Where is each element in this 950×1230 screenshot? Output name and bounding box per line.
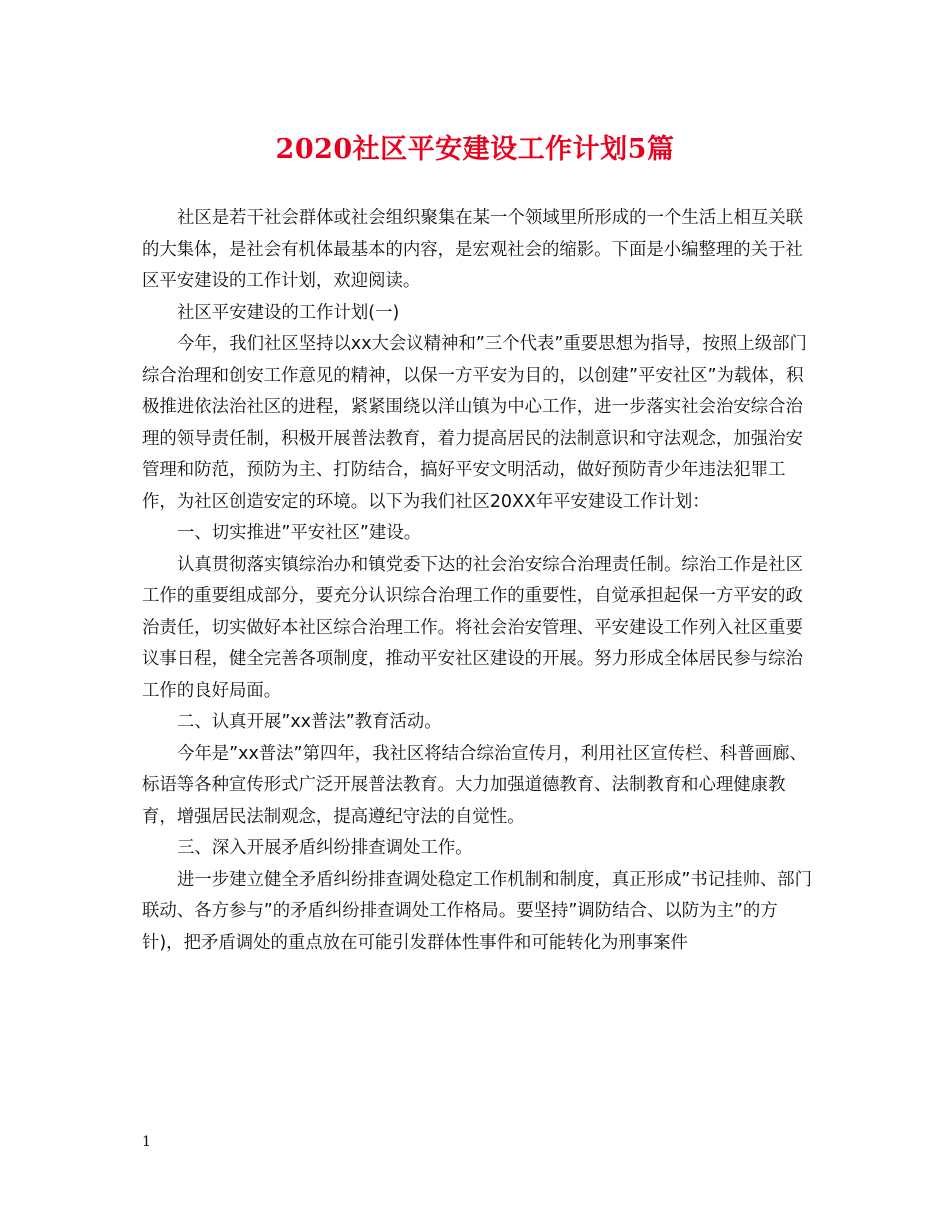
paragraph-section-3: 进一步建立健全矛盾纠纷排查调处稳定工作机制和制度，真正形成”书记挂帅、部门联动、各方参与”的矛盾纠纷排查调处工作格局。要坚持”调防结合、以防为主”的方针)，把矛盾调处的重点放在可能引发群体性事件和可能转化为刑事案件 bbox=[142, 869, 813, 953]
page-number: 1 bbox=[142, 1134, 151, 1150]
section-heading-2: 二、认真开展”xx普法”教育活动。 bbox=[177, 712, 442, 732]
paragraph-intro: 社区是若干社会群体或社会组织聚集在某一个领域里所形成的一个生活上相互关联的大集体，是社会有机体最基本的内容，是宏观社会的缩影。下面是小编整理的关于社区平安建设的工作计划，欢迎阅读。 bbox=[142, 208, 804, 291]
document-title: 2020社区平安建设工作计划5篇 bbox=[275, 134, 675, 165]
paragraph-section-1: 认真贯彻落实镇综治办和镇党委下达的社会治安综合治理责任制。综治工作是社区工作的重要组成部分，要充分认识综合治理工作的重要性，自觉承担起保一方平安的政治责任，切实做好本社区综合治理工作。将社会治安管理、平安建设工作列入社区重要议事日程，健全完善各项制度，推动平安社区建设的开展。努力形成全体居民参与综治工作的良好局面。 bbox=[142, 554, 804, 701]
paragraph-section-2: 今年是”xx普法”第四年，我社区将结合综治宣传月，利用社区宣传栏、科普画廊、标语等各种宣传形式广泛开展普法教育。大力加强道德教育、法制教育和心理健康教育，增强居民法制观念，提高遵纪守法的自觉性。 bbox=[142, 743, 807, 827]
document-body bbox=[142, 203, 814, 959]
section-heading-1: 一、切实推进”平安社区”建设。 bbox=[177, 523, 422, 543]
section-heading-3: 三、深入开展矛盾纠纷排查调处工作。 bbox=[177, 838, 473, 858]
paragraph-plan-overview: 今年，我们社区坚持以xx大会议精神和”三个代表”重要思想为指导，按照上级部门综合治理和创安工作意见的精神，以保一方平安为目的，以创建”平安社区”为载体，积极推进依法治社区的进程，紧紧围绕以洋山镇为中心工作，进一步落实社会治安综合治理的领导责任制，积极开展普法教育，着力提高居民的法制意识和守法观念，加强治安管理和防范，预防为主、打防结合，搞好平安文明活动，做好预防青少年违法犯罪工作，为社区创造安定的环境。以下为我们社区20XX年平安建设工作计划： bbox=[142, 334, 807, 512]
section-heading-plan-1: 社区平安建设的工作计划(一) bbox=[177, 302, 400, 323]
